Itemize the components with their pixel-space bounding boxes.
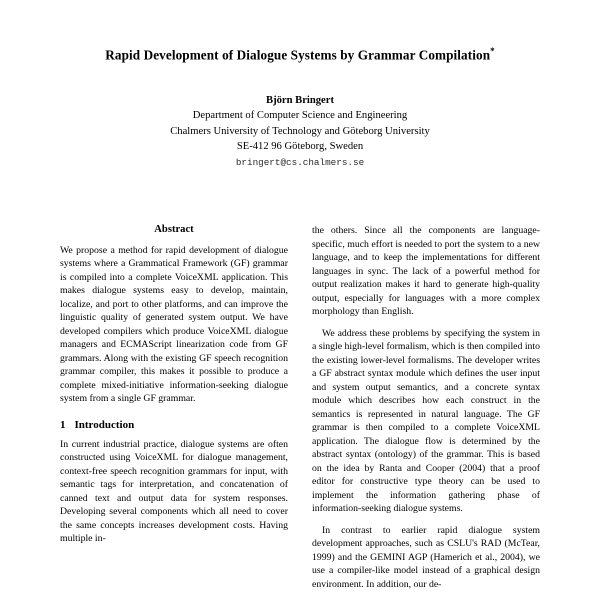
author-email[interactable]: bringert@cs.chalmers.se [235,157,365,169]
section-number: 1 [60,418,66,431]
abstract-heading: Abstract [154,224,194,235]
section-heading-introduction [60,419,288,432]
abstract-text: We propose a method for rapid development of dialogue systems where a Grammatical Framework (GF) grammar is compiled into a complete VoiceXML application. This makes dialogue systems easy to develop, maintain, localize, and port to other platforms, and can improve the linguistic quality of generated system output. We have developed compilers which produce VoiceXML dialogue managers and ECMAScript linearization code from GF grammars. Along with the existing GF speech recognition grammar compiler, this makes it possible to produce a complete mixed-initiative information-seeking dialogue system from a single GF grammar. [60,244,288,405]
page-title [60,0,540,64]
title-footnote-marker: * [490,46,495,56]
author-address: SE-412 96 Göteborg, Sweden [236,140,364,152]
author-block [60,93,540,171]
title-text: Rapid Development of Dialogue Systems by Grammar Compilation [105,47,491,63]
right-column-paragraph: the others. Since all the components are language-specific, much effort is needed to port the system to a new language, and to keep the implementations for different languages in sync. The lack of a powerful method for output realization makes it hard to generate high-quality output, especially for languages with a more complex morphology than English. [312,225,540,317]
author-department: Department of Computer Science and Engineering [192,110,408,122]
right-column-paragraph: In contrast to earlier rapid dialogue system development approaches, such as CSLU's RAD (McTear, 1999) and the GEMINI AGP (Hamerich et al., 2004), we use a compiler-like model instead of a graphical design environment. In addition, our de- [312,524,540,590]
right-column-paragraph: We address these problems by specifying the system in a single high-level formalism, which is then compiled into the existing lower-level formalisms. The developer writes a GF abstract syntax module which defines the user input and system output semantics, and a concrete syntax module which describes how each construct in the semantics is represented in natural language. The GF grammar is then compiled to a complete VoiceXML application. The dialogue flow is determined by the abstract syntax (ontology) of the grammar. This is based on the idea by Ranta and Cooper (2004) that a proof editor for constructive type theory can be used to implement the information gathering phase of information-seeking dialogue systems. [312,327,540,514]
left-column [60,224,288,600]
two-column-body [60,224,540,600]
author-name: Björn Bringert [266,94,334,106]
author-university: Chalmers University of Technology and Göteborg University [170,125,430,137]
right-column [312,224,540,600]
section-title: Introduction [74,418,135,431]
introduction-paragraph: In current industrial practice, dialogue systems are often constructed using VoiceXML for dialogue management, context-free speech recognition grammars for input, with semantic tags for interpretation, and concatenation of canned text and output data for system responses. Developing several components which all need to cover the same concepts increases development costs. Having multiple in- [60,438,288,545]
